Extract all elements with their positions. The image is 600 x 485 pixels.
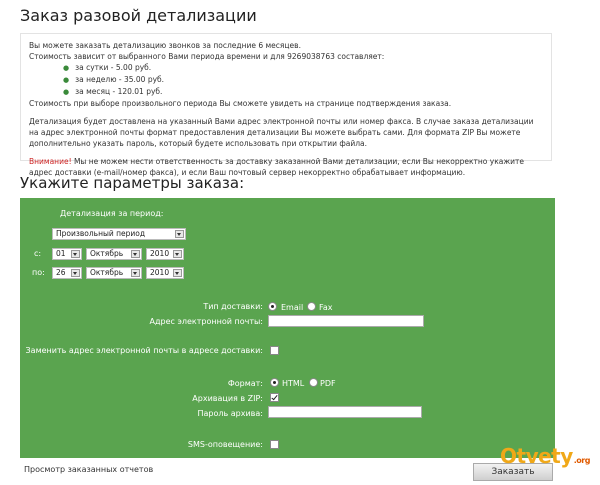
page-title: Заказ разовой детализации bbox=[20, 6, 257, 25]
warning-label: Внимание! bbox=[29, 157, 72, 166]
from-day-value: 01 bbox=[56, 249, 66, 258]
chevron-down-icon bbox=[175, 230, 184, 238]
replace-email-checkbox[interactable] bbox=[270, 346, 279, 355]
to-month-select[interactable] bbox=[86, 267, 142, 279]
sms-label: SMS-оповещение: bbox=[187, 440, 263, 449]
chevron-down-icon bbox=[131, 269, 140, 277]
chevron-down-icon bbox=[131, 250, 140, 258]
delivery-fax-label: Fax bbox=[319, 303, 333, 312]
format-html-radio[interactable] bbox=[270, 378, 279, 387]
format-html-label: HTML bbox=[282, 379, 305, 388]
sms-checkbox[interactable] bbox=[270, 440, 279, 449]
view-reports-link[interactable]: Просмотр заказанных отчетов bbox=[24, 465, 154, 474]
from-month-select[interactable] bbox=[86, 248, 142, 260]
delivery-email-label: Email bbox=[281, 303, 304, 312]
chevron-down-icon bbox=[173, 250, 182, 258]
info-delivery: Детализация будет доставлена на указанный Вами адрес электронной почты или номер факса. В случае заказа детализации на адрес электронной почты формат предоставления детализации Вы можете выбрать сами. Для формата ZIP Вы можете дополнительно указать пароль, который будете использовать при открытии файла. bbox=[29, 117, 534, 148]
zip-label: Архивация в ZIP: bbox=[192, 394, 263, 403]
format-pdf-radio[interactable] bbox=[309, 378, 318, 387]
watermark-logo bbox=[500, 444, 590, 468]
password-label: Пароль архива: bbox=[197, 409, 263, 418]
info-box bbox=[20, 33, 552, 177]
to-year-value: 2010 bbox=[150, 268, 170, 277]
email-input[interactable] bbox=[268, 315, 424, 327]
watermark-text: Otvety bbox=[500, 444, 573, 468]
section-title: Укажите параметры заказа: bbox=[20, 174, 245, 192]
zip-checkbox[interactable] bbox=[270, 393, 279, 402]
to-year-select[interactable] bbox=[146, 267, 184, 279]
info-custom-period: Стоимость при выборе произвольного периода Вы сможете увидеть на странице подтверждения заказа. bbox=[29, 99, 452, 108]
price-item: ● за неделю - 35.00 руб. bbox=[63, 74, 543, 86]
from-day-select[interactable] bbox=[52, 248, 82, 260]
chevron-down-icon bbox=[71, 269, 80, 277]
delivery-email-radio[interactable] bbox=[268, 302, 277, 311]
info-cost-intro: Стоимость зависит от выбранного Вами периода времени и для 9269038763 составляет: bbox=[29, 52, 385, 61]
warning-text: Мы не можем нести ответственность за доставку заказанной Вами детализации, если Вы некорректно укажите адрес доставки (e-mail/номер факса), и если Ваш почтовый сервер некорректно обрабатывает информацию. bbox=[29, 157, 524, 177]
order-form-panel bbox=[20, 198, 555, 458]
from-year-select[interactable] bbox=[146, 248, 184, 260]
to-month-value: Октябрь bbox=[90, 268, 124, 277]
delivery-type-label: Тип доставки: bbox=[203, 302, 263, 311]
chevron-down-icon bbox=[173, 269, 182, 277]
from-month-value: Октябрь bbox=[90, 249, 124, 258]
price-list bbox=[63, 62, 543, 98]
period-select-value: Произвольный период bbox=[56, 229, 146, 238]
to-day-value: 26 bbox=[56, 268, 66, 277]
from-label: с: bbox=[34, 249, 42, 258]
price-item: ● за сутки - 5.00 руб. bbox=[63, 62, 543, 74]
watermark-suffix: .org bbox=[573, 456, 590, 465]
delivery-fax-radio[interactable] bbox=[307, 302, 316, 311]
period-select[interactable] bbox=[52, 228, 186, 240]
order-button[interactable]: Заказать bbox=[473, 463, 553, 481]
price-item: ● за месяц - 120.01 руб. bbox=[63, 86, 543, 98]
to-label: по: bbox=[32, 268, 45, 277]
to-day-select[interactable] bbox=[52, 267, 82, 279]
replace-email-label: Заменить адрес электронной почты в адресе доставки: bbox=[25, 346, 263, 355]
info-intro: Вы можете заказать детализацию звонков за последние 6 месяцев. bbox=[29, 41, 301, 50]
chevron-down-icon bbox=[71, 250, 80, 258]
password-input[interactable] bbox=[268, 406, 422, 418]
email-label: Адрес электронной почты: bbox=[149, 317, 263, 326]
format-pdf-label: PDF bbox=[320, 379, 336, 388]
format-label: Формат: bbox=[227, 379, 263, 388]
from-year-value: 2010 bbox=[150, 249, 170, 258]
period-label: Детализация за период: bbox=[60, 209, 164, 218]
